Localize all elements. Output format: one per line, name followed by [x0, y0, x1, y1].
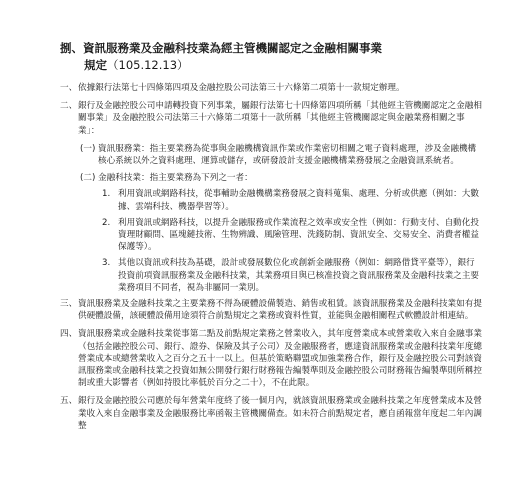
- item-number: 2.: [102, 217, 111, 228]
- clause-number: 一、: [60, 83, 78, 93]
- item-text: 利用資訊或網路科技，以提升金融服務或作業流程之效率或安全性（例如：行動支付、自動化投資理財顧問、區塊鏈技術、生物辨識、風險管理、洗錢防制、資訊安全、交易安全、消費者權益保護等）。: [118, 217, 479, 253]
- clause-4: [60, 328, 482, 389]
- fintech-item-3: [60, 257, 482, 294]
- clause-3: [60, 298, 482, 322]
- clause-text: 資訊服務業或金融科技業從事第二點及前點規定業務之營業收入，其年度營業成本或營業收入來自金融事業（包括金融控股公司、銀行、證券、保險及其子公司）及金融服務者，應達資訊服務業或金融科技業年度總營業成本或總營業收入之百分之五十一以上。但基於策略聯盟或加強業務合作，銀行及金融控股公司對該資訊服務業或金融科技業之投資如無公開發行銀行財務報告編製準則及金融控股公司財務報告編製準則所稱控制或重大影響者（例如持股比率低於百分之二十），不在此限。: [78, 329, 482, 389]
- clause-text: 銀行及金融控股公司申請轉投資下列事業，屬銀行法第七十四條第四項所稱「其他經主管機關認定之金融相關事業」及金融控股公司法第三十六條第二項第十一款所稱「其他經主管機關認定與金融業務相關之事業」：: [78, 101, 482, 136]
- clause-number: 四、: [60, 329, 78, 340]
- fintech-item-1: [60, 188, 482, 212]
- clause-5: [60, 395, 482, 432]
- item-text: 利用資訊或網路科技，從事輔助金融機構業務發展之資料蒐集、處理、分析或供應（例如：大數據、雲端科技、機器學習等）。: [118, 189, 479, 212]
- subclause-text: 金融科技業：指主要業務為下列之一者：: [98, 173, 253, 184]
- clause-number: 三、: [60, 299, 78, 310]
- clause-1: [60, 82, 482, 94]
- page-title: [60, 40, 482, 74]
- fintech-item-2: [60, 217, 482, 254]
- title-date: （105.12.13）: [107, 58, 189, 72]
- subclause-text: 資訊服務業：指主要業務為從事與金融機構資訊作業或作業密切相關之電子資料處理，涉及金融機構核心系統以外之資料處理、運算或儲存，或研發設計支援金融機構業務發展之金融資訊系統者。: [98, 143, 477, 167]
- clause-text: 依據銀行法第七十四條第四項及金融控股公司法第三十六條第二項第十一款規定辦理。: [78, 83, 405, 93]
- clause-text: 銀行及金融控股公司應於每年營業年度終了後一個月內，就該資訊服務業或金融科技業之年度營業成本及營業收入來自金融事業及金融服務比率函報主管機關備查。如未符合前點規定者，應自函報當年度起二年內調整: [78, 396, 482, 431]
- subclause-number: (一): [80, 143, 96, 154]
- clause-number: 二、: [60, 101, 78, 112]
- item-number: 1.: [102, 189, 111, 200]
- clause-number: 五、: [60, 396, 78, 407]
- subclause-2-1: [60, 143, 482, 167]
- subclause-number: (二): [80, 173, 96, 184]
- clause-text: 資訊服務業及金融科技業之主要業務不得為硬體設備製造、銷售或租賃。該資訊服務業及金融科技業如有提供硬體設備，該硬體設備用途須符合前點規定之業務或資料性質，並能與金融相關程式軟體設計相連結。: [78, 299, 482, 322]
- title-line-1: 捌、資訊服務業及金融科技業為經主管機關認定之金融相關事業: [60, 41, 382, 55]
- subclause-2-2: [60, 172, 482, 184]
- item-number: 3.: [102, 258, 111, 269]
- title-line-2: 規定（105.12.13）: [84, 58, 189, 72]
- item-text: 其他以資訊或科技為基礎，設計或發展數位化或創新金融服務（例如：網路借貸平臺等），銀行投資前項資訊服務業及金融科技業，其業務項目與已核准投資之資訊服務業及金融科技業之主要業務項目不同者，視為非屬同一業別。: [118, 258, 479, 293]
- clause-2: [60, 100, 482, 137]
